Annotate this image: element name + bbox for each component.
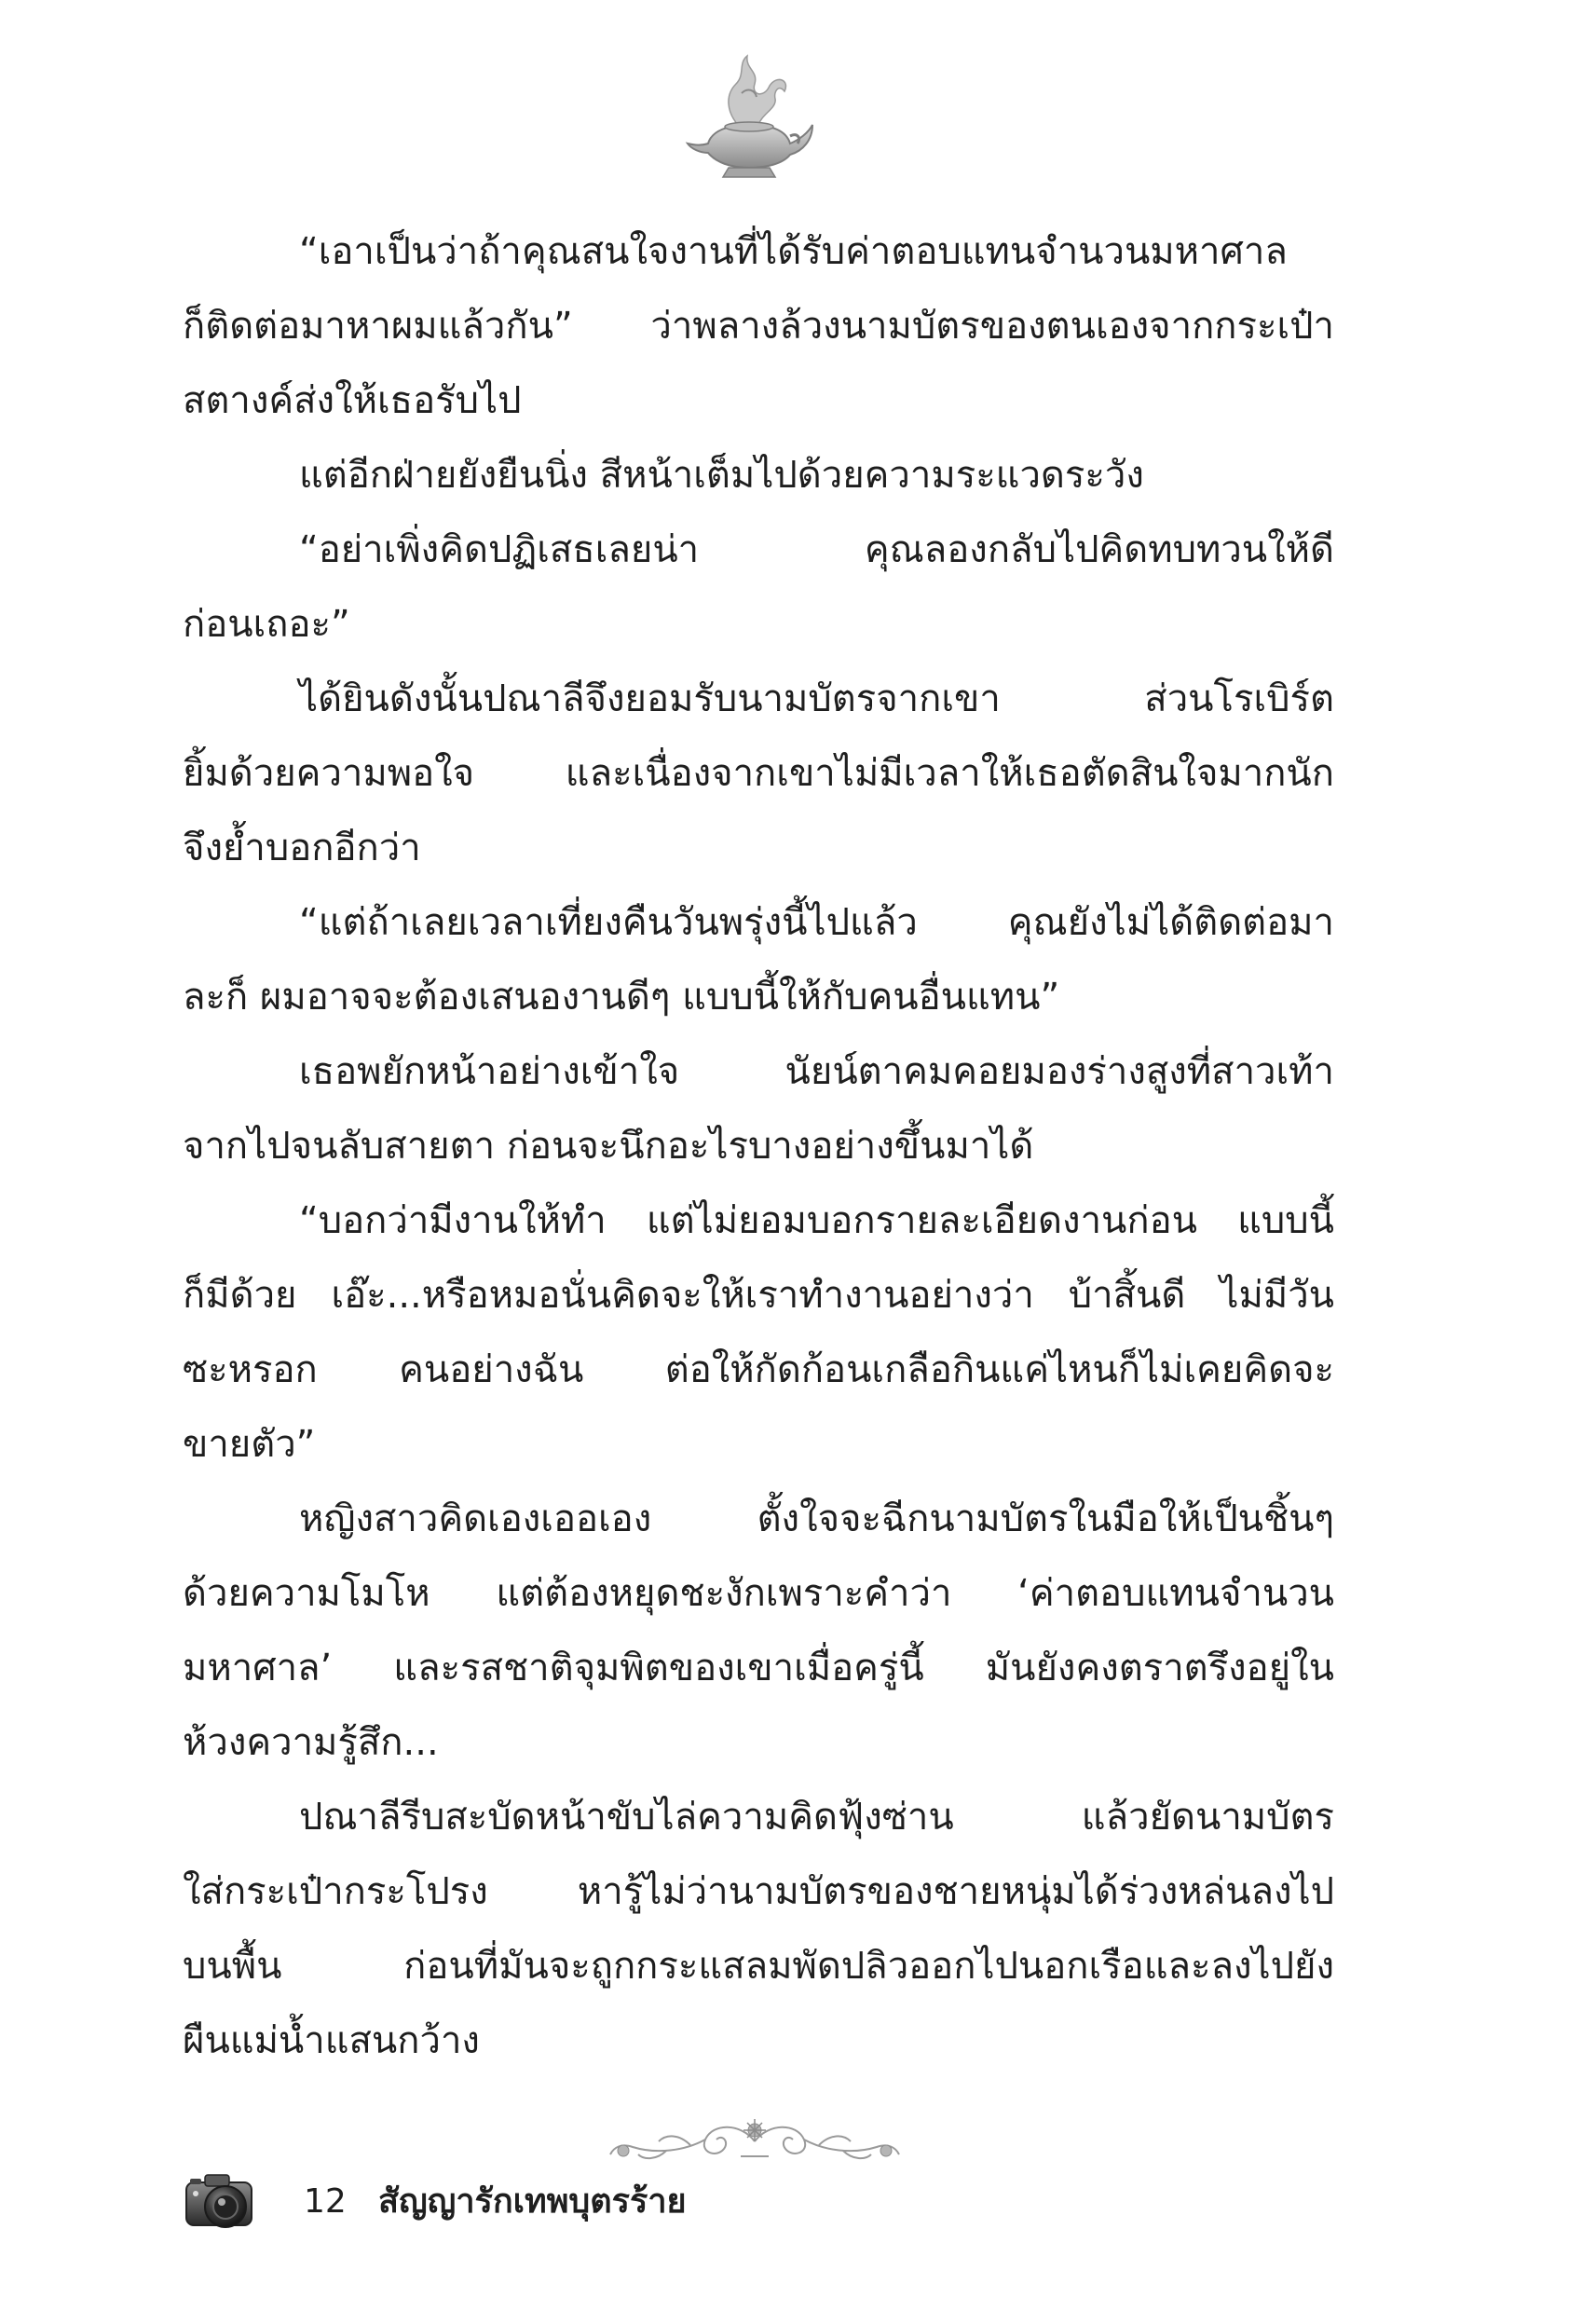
camera-icon (183, 2169, 259, 2235)
paragraph (183, 1482, 1334, 1780)
text-line: บนพื้น ก่อนที่มันจะถูกกระแสลมพัดปลิวออกไปนอกเรือและลงไปยัง (183, 1945, 1334, 1988)
text-line: ห้วงความรู้สึก... (183, 1721, 439, 1764)
text-line: แต่อีกฝ่ายยังยืนนิ่ง สีหน้าเต็มไปด้วยความระแวดระวัง (299, 454, 1144, 497)
text-line: มหาศาล’ และรสชาติจุมพิตของเขาเมื่อครู่นี้ มันยังคงตราตรึงอยู่ใน (183, 1647, 1334, 1689)
body-text (183, 214, 1334, 2078)
paragraph (183, 885, 1334, 1034)
text-line: “เอาเป็นว่าถ้าคุณสนใจงานที่ได้รับค่าตอบแทนจำนวนมหาศาล (299, 230, 1288, 273)
text-line: ปณาลีรีบสะบัดหน้าขับไล่ความคิดฟุ้งซ่าน แล้วยัดนามบัตร (299, 1796, 1334, 1839)
paragraph (183, 1780, 1334, 2078)
text-line: ละก็ ผมอาจจะต้องเสนองานดีๆ แบบนี้ให้กับคนอื่นแทน” (183, 976, 1060, 1019)
paragraph (183, 438, 1334, 513)
text-line: ใส่กระเป๋ากระโปรง หารู้ไม่ว่านามบัตรของชายหนุ่มได้ร่วงหล่นลงไป (183, 1870, 1334, 1913)
text-line: เธอพยักหน้าอย่างเข้าใจ นัยน์ตาคมคอยมองร่างสูงที่สาวเท้า (299, 1050, 1334, 1093)
paragraph (183, 1034, 1334, 1183)
paragraph (183, 662, 1334, 885)
page-footer (183, 2162, 1021, 2246)
text-line: ได้ยินดังนั้นปณาลีจึงยอมรับนามบัตรจากเขา ส่วนโรเบิร์ต (299, 677, 1334, 720)
text-line: ด้วยความโมโห แต่ต้องหยุดชะงักเพราะคำว่า ‘ค่าตอบแทนจำนวน (183, 1572, 1334, 1615)
text-line: ผืนแม่น้ำแสนกว้าง (183, 2019, 480, 2062)
page-number: 12 (304, 2182, 347, 2221)
text-line: ก่อนเถอะ” (183, 603, 350, 646)
text-line: ยิ้มด้วยความพอใจ และเนื่องจากเขาไม่มีเวลาให้เธอตัดสินใจมากนัก (183, 752, 1334, 795)
floral-divider-icon (601, 2113, 908, 2169)
text-line: สตางค์ส่งให้เธอรับไป (183, 379, 522, 422)
text-line: ก็มีด้วย เอ๊ะ...หรือหมอนั่นคิดจะให้เราทำงานอย่างว่า บ้าสิ้นดี ไม่มีวัน (183, 1274, 1334, 1317)
text-line: ก็ติดต่อมาหาผมแล้วกัน” ว่าพลางล้วงนามบัตรของตนเองจากกระเป๋า (183, 305, 1334, 348)
genie-lamp-icon (680, 47, 820, 186)
paragraph (183, 513, 1334, 662)
paragraph (183, 214, 1334, 438)
text-line: “แต่ถ้าเลยเวลาเที่ยงคืนวันพรุ่งนี้ไปแล้ว คุณยังไม่ได้ติดต่อมา (299, 901, 1334, 944)
book-title: สัญญารักเทพบุตรร้าย (378, 2182, 687, 2221)
text-line: ซะหรอก คนอย่างฉัน ต่อให้กัดก้อนเกลือกินแค่ไหนก็ไม่เคยคิดจะ (183, 1348, 1334, 1391)
text-line: “บอกว่ามีงานให้ทำ แต่ไม่ยอมบอกรายละเอียดงานก่อน แบบนี้ (299, 1199, 1334, 1242)
text-line: ขายตัว” (183, 1423, 316, 1466)
paragraph (183, 1183, 1334, 1482)
text-line: จึงย้ำบอกอีกว่า (183, 827, 421, 869)
text-line: “อย่าเพิ่งคิดปฏิเสธเลยน่า คุณลองกลับไปคิดทบทวนให้ดี (299, 528, 1334, 571)
text-line: หญิงสาวคิดเองเออเอง ตั้งใจจะฉีกนามบัตรในมือให้เป็นชิ้นๆ (299, 1497, 1334, 1540)
text-line: จากไปจนลับสายตา ก่อนจะนึกอะไรบางอย่างขึ้นมาได้ (183, 1125, 1034, 1168)
